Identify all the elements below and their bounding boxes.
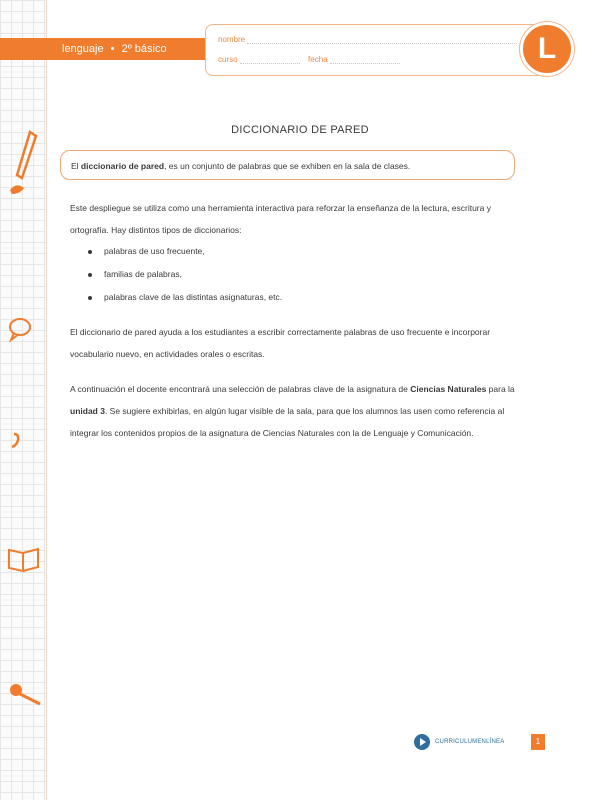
subject-name: lenguaje [62,43,104,55]
course-date-field[interactable] [218,55,400,64]
course-label: curso [218,55,238,64]
usage-paragraph: El diccionario de pared ayuda a los estudiantes a escribir correctamente palabras de uso frecuente e incorporar vocabulario nuevo, en actividades orales o escritas. [70,327,491,359]
definition-term: diccionario de pared [80,161,165,171]
logo-text: CURRICULUMENLÍNEA [435,739,505,745]
unit-bold: unidad 3 [70,406,105,416]
student-info-box [205,24,552,76]
book-icon [6,544,42,574]
instructions-paragraph: A continuación el docente encontrará una selección de palabras clave de la asignatura de Ciencias Naturales para la unidad 3. Se sugiere exhibirlas, en algún lugar visible de la sala, para que los alumnos las usen como referencia al integrar los contenidos propios de la asignatura de Ciencias Naturales con la de Lenguaje y Comunicación. [70,384,515,438]
intro-paragraph: Este despliegue se utiliza como una herramienta interactiva para reforzar la enseñanza de la lectura, escritura y ortografía. Hay distintos tipos de diccionarios: [70,203,491,235]
page-title: DICCIONARIO DE PARED [231,124,369,136]
list-item: palabras clave de las distintas asignaturas, etc. [88,286,282,309]
list-item: palabras de uso frecuente, [88,240,282,263]
speech-bubble-icon [6,316,36,342]
separator: • [110,43,115,55]
definition-box: El diccionario de pared, es un conjunto de palabras que se exhiben en la sala de clases. [60,150,515,180]
pencil-icon [6,128,40,198]
list-item: familias de palabras, [88,263,282,286]
subject-badge: L [520,22,574,76]
dictionary-types-list [88,240,282,309]
subject-label [62,40,167,58]
footer-logo[interactable] [413,732,504,752]
name-field[interactable] [218,35,517,44]
date-label: fecha [308,55,328,64]
grade-label: 2º básico [121,43,167,55]
name-label: nombre [218,35,246,44]
comma-icon [6,430,26,450]
microphone-icon [6,680,46,710]
subject-name-bold: Ciencias Naturales [410,384,487,394]
page-number: 1 [531,734,545,750]
play-logo-icon [413,733,431,751]
